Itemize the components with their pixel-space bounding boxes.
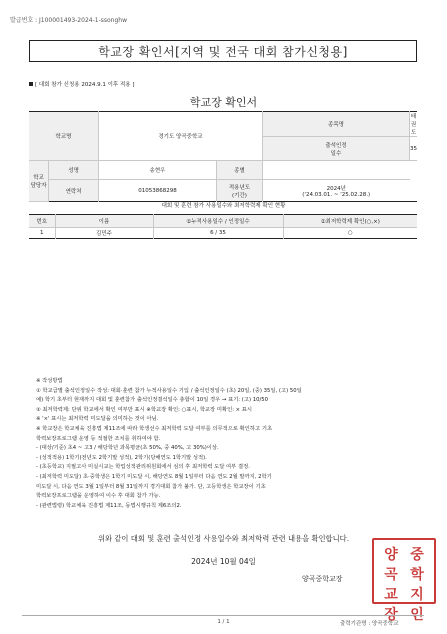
col-header-check: ②최저학력제 확인(○,×) xyxy=(283,215,417,228)
type-label: 종별 xyxy=(216,161,262,180)
rule-line: ① 학교급별 출석인정일수 작성: 대회·훈련 참가 누적사용일수 기입 / 출석인정일수 (초) 20일, (중) 35일, (고) 50일 xyxy=(36,387,302,394)
seal-char: 교장 xyxy=(384,587,398,623)
col-header-number: 번호 xyxy=(29,215,55,228)
issue-number: 발급번호 : J100001493-2024-1-ssonghw xyxy=(10,17,127,24)
attend-label-line2: 일수 xyxy=(330,150,342,157)
col-header-days: ①누적사용일수 / 인정일수 xyxy=(153,215,283,228)
staff-label xyxy=(29,161,49,202)
apply-note-text: [ 대회 참가 신청용 2024.9.1 이후 적용 ] xyxy=(35,82,135,88)
issuer-name: 출력기관명 : 양곡중학교 xyxy=(340,621,399,627)
attend-value: 35 xyxy=(410,137,418,161)
table-row xyxy=(29,228,417,239)
rule-line: ※ 학교장은 학교체육 진흥법 제11조에 따라 학생선수 최저학력 도달 여부를 의무적으로 확인하고 기초 xyxy=(36,425,273,432)
rule-line: - (성적적용) 1학기(전년도 2학기말 성적), 2학기(당해연도 1학기말 성적). xyxy=(36,454,207,461)
footer-divider xyxy=(22,615,424,616)
square-bullet-icon xyxy=(29,82,33,86)
official-seal-icon xyxy=(372,538,436,623)
principal-name: 양곡중학교장 xyxy=(302,575,343,583)
rule-line: - (초등학교) 지필고사 미실시교는 학업성적관리위원회에서 심의 후 최저학력 도달 여부 결정. xyxy=(36,464,250,471)
contact-label: 연락처 xyxy=(49,180,99,202)
year-label-line1: 적용년도 xyxy=(228,184,251,191)
school-value: 경기도 양곡중학교 xyxy=(99,112,263,161)
event-label: 종목명 xyxy=(262,112,409,137)
info-table xyxy=(29,111,417,202)
rule-line: - (대상/기준) 초4 ~ 고3 / 해당학년 과목평균(초 50%, 중 40%, 고 30%)이상. xyxy=(36,445,219,452)
row-name: 김민주 xyxy=(55,228,153,239)
staff-label-line2: 담당자 xyxy=(30,183,47,189)
staff-label-line1: 학교 xyxy=(33,175,44,181)
rule-line: ※ 작성방법 xyxy=(36,378,63,384)
seal-char: 지인 xyxy=(410,587,424,623)
status-table-header xyxy=(29,215,417,228)
rule-line: 학력보장프로그램을 운영하여 이수 후 대회 참가 가능. xyxy=(36,493,161,500)
rule-line: 학력보장프로그램 운영 등 적절한 조치를 취하여야 함. xyxy=(36,435,161,442)
rule-line: 예) 학기 초부터 현재까지 대회 및 훈련참가 출석인정결석일수 총합이 10일 경우 → 표기: (고) 10/50 xyxy=(36,397,268,404)
name-label: 성명 xyxy=(49,161,99,180)
attend-label-line1: 출석인정 xyxy=(325,142,347,149)
type-value xyxy=(262,161,409,180)
row-number: 1 xyxy=(29,228,55,239)
heading: 학교장 확인서 xyxy=(189,96,258,109)
row-check: ○ xyxy=(283,228,417,239)
page-number: 1 / 1 xyxy=(217,619,230,625)
name-value: 송현우 xyxy=(99,161,217,180)
rule-line: ※ '×' 표시는 최저학력 미도달을 의미하는 것이 아님. xyxy=(36,416,159,423)
apply-note xyxy=(29,80,134,88)
year-label-line2: (기간) xyxy=(232,192,247,199)
rule-line: - (최저학력 미도달) 초·중학생은 1학기 미도달 시, 해당연도 8월 1일부터 다음 연도 2월 말까지, 2학기 xyxy=(36,473,272,480)
year-value-line2: ('24.03.01. ~ '25.02.28.) xyxy=(302,191,371,198)
seal-char: 양곡 xyxy=(384,547,398,583)
col-header-name: 이름 xyxy=(55,215,153,228)
seal-char: 중학 xyxy=(410,547,424,583)
attend-label xyxy=(262,137,409,161)
row-days: 6 / 35 xyxy=(153,228,283,239)
school-label: 학교명 xyxy=(29,112,99,161)
year-value-line1: 2024년 xyxy=(326,185,346,192)
year-value xyxy=(262,180,409,202)
issue-date: 2024년 10월 04일 xyxy=(191,557,256,566)
contact-value: 01053868298 xyxy=(99,180,217,202)
rule-line: 미도달 시, 다음 연도 3월 1일부터 8월 31일까지 경기대회 참가 불가. 단, 고등학생은 학교장이 기초 xyxy=(36,483,266,490)
document-title-box xyxy=(29,40,417,62)
event-value: 태권도 xyxy=(410,112,418,137)
document-title: 학교장 확인서[지역 및 전국 대회 참가신청용] xyxy=(98,45,348,59)
section-title: 대회 및 훈련 참가 사용일수와 최저학력제 확인 현황 xyxy=(161,203,286,209)
rule-line: ② 최저학력제: 단위 학교에서 확인 여부만 표시 ※학교장 확인: ○표시, 학교장 미확인: × 표시 xyxy=(36,406,253,413)
writing-rules xyxy=(36,377,421,511)
status-table xyxy=(29,214,417,239)
confirmation-statement: 위와 같이 대회 및 훈련 출석인정 사용일수와 최저학력 관련 내용을 확인합니다. xyxy=(97,534,350,543)
year-label xyxy=(216,180,262,202)
rule-line: - (관련법령) 학교체육 진흥법 제11조, 동법시행규칙 제6조의2. xyxy=(36,502,182,509)
